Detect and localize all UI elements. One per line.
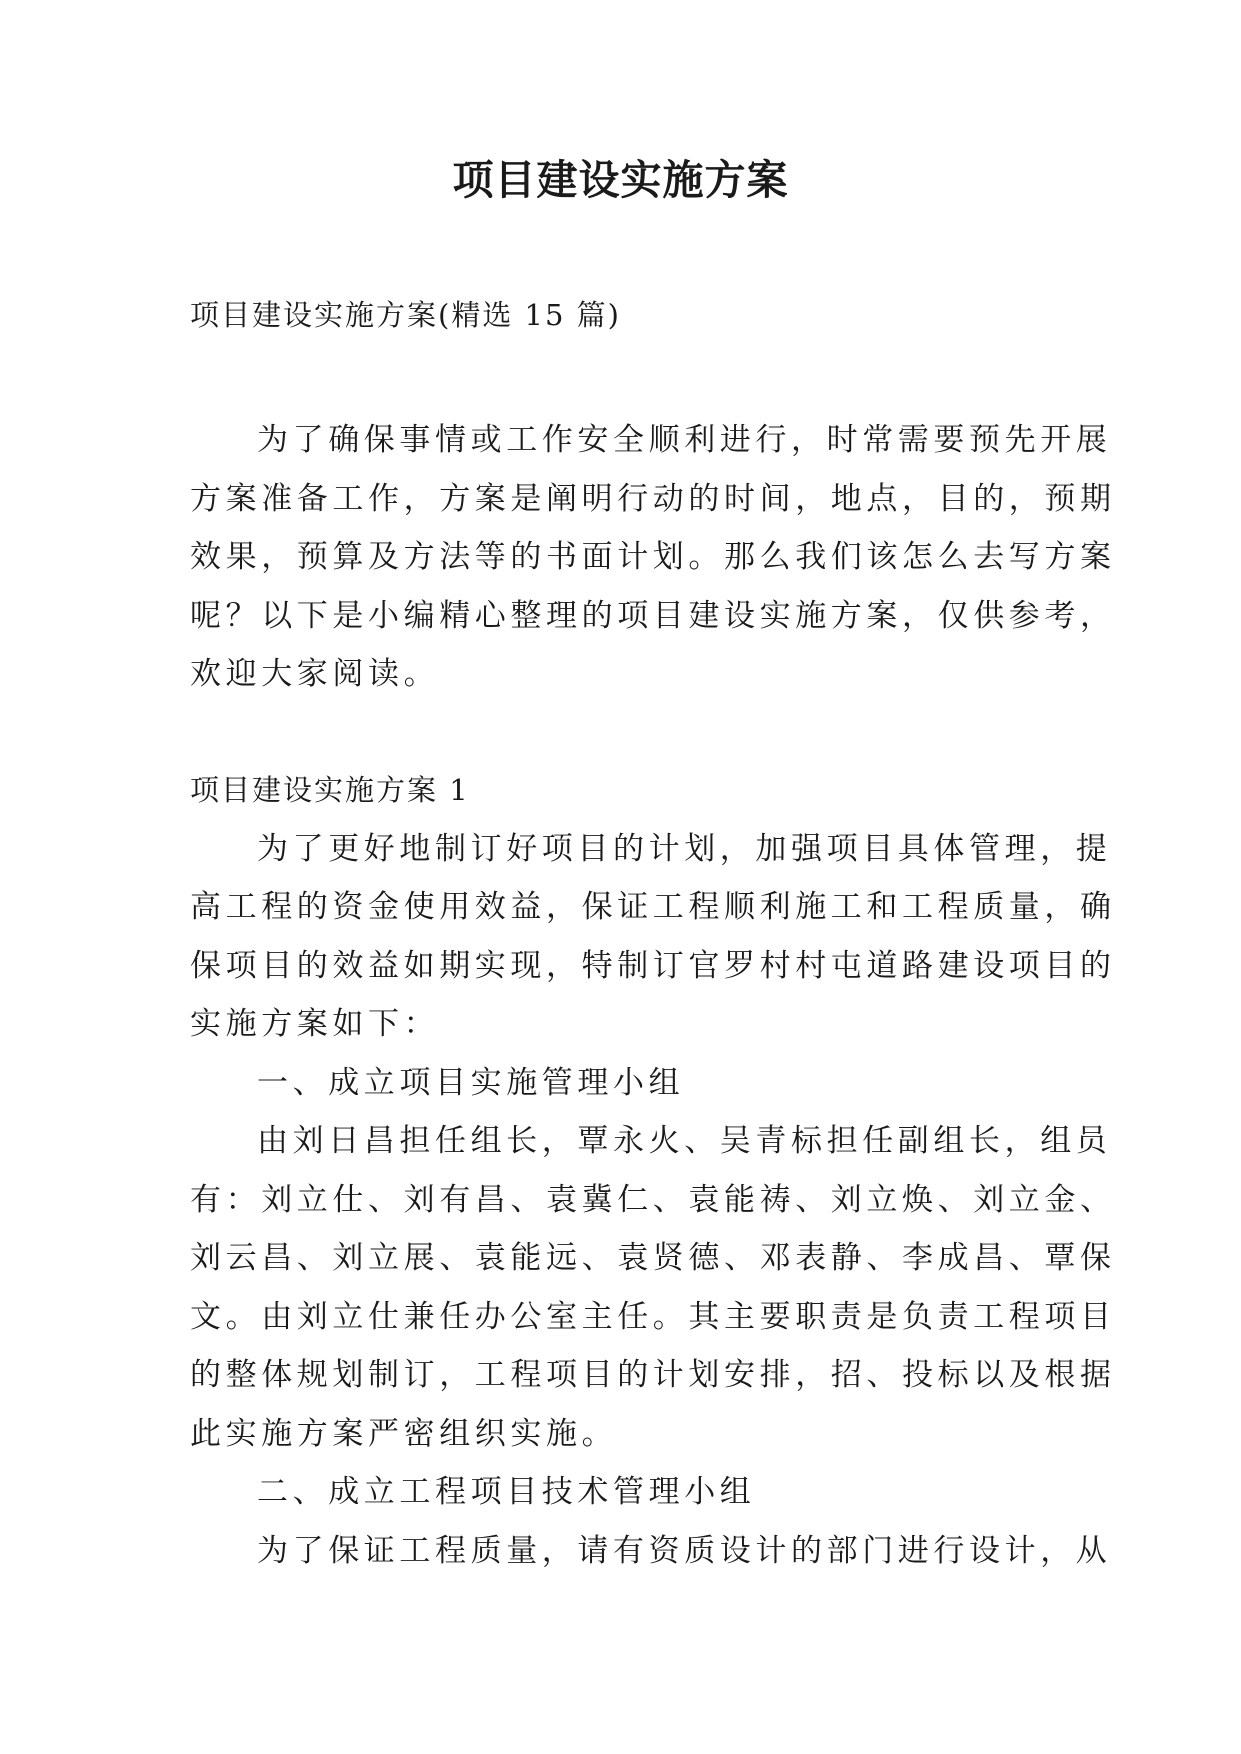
section-line: 文。由刘立仕兼任办公室主任。其主要职责是负责工程项目 (190, 1298, 1116, 1335)
section-1 (190, 761, 1116, 1580)
section-line: 此实施方案严密组织实施。 (190, 1415, 618, 1452)
section-line: 保项目的效益如期实现，特制订官罗村村屯道路建设项目的 (190, 947, 1116, 984)
section-line: 为了更好地制订好项目的计划，加强项目具体管理，提 (257, 830, 1112, 867)
subsection-heading: 一、成立项目实施管理小组 (257, 1064, 685, 1101)
document-subtitle: 项目建设实施方案(精选 15 篇) (190, 298, 621, 332)
section-line: 由刘日昌担任组长，覃永火、吴青标担任副组长，组员 (257, 1123, 1112, 1159)
section-line: 为了保证工程质量，请有资质设计的部门进行设计，从 (257, 1532, 1112, 1569)
section-title: 项目建设实施方案 1 (190, 773, 470, 807)
section-line: 高工程的资金使用效益，保证工程顺利施工和工程质量，确 (190, 889, 1116, 925)
document-title: 项目建设实施方案 (452, 156, 789, 204)
intro-line: 为了确保事情或工作安全顺利进行，时常需要预先开展 (257, 422, 1112, 458)
section-line: 刘云昌、刘立展、袁能远、袁贤德、邓表静、李成昌、覃保 (190, 1240, 1116, 1276)
intro-line: 欢迎大家阅读。 (190, 656, 440, 692)
section-line: 实施方案如下： (190, 1006, 440, 1042)
intro-line: 呢？以下是小编精心整理的项目建设实施方案，仅供参考， (190, 597, 1116, 634)
section-line: 有：刘立仕、刘有昌、袁冀仁、袁能祷、刘立焕、刘立金、 (190, 1181, 1116, 1218)
section-line: 的整体规划制订，工程项目的计划安排，招、投标以及根据 (190, 1357, 1116, 1393)
intro-line: 方案准备工作，方案是阐明行动的时间，地点，目的，预期 (190, 480, 1116, 517)
intro-line: 效果，预算及方法等的书面计划。那么我们该怎么去写方案 (190, 539, 1116, 575)
subsection-heading: 二、成立工程项目技术管理小组 (257, 1474, 756, 1510)
intro-paragraph (190, 411, 1116, 704)
